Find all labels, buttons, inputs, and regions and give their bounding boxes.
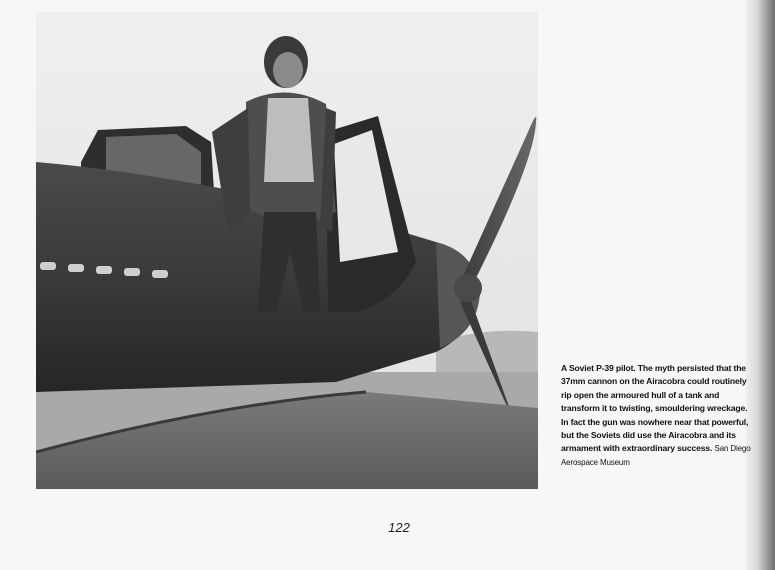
photo-credit: San Diego Aerospace Museum bbox=[561, 444, 751, 467]
caption-text: A Soviet P-39 pilot. The myth persisted that the 37mm cannon on the Airacobra could routinely rip open the armoured hull of a tank and transform it to twisting, smouldering wreckage. In fact the gun was nowhere near that powerful, but the Soviets did use the Airacobra and its armament with extraordinary success. bbox=[561, 363, 749, 454]
photograph bbox=[36, 12, 538, 489]
page-edge bbox=[745, 0, 775, 570]
page-number: 122 bbox=[388, 520, 410, 535]
photo-illustration bbox=[36, 12, 538, 489]
photo-caption bbox=[561, 362, 751, 469]
